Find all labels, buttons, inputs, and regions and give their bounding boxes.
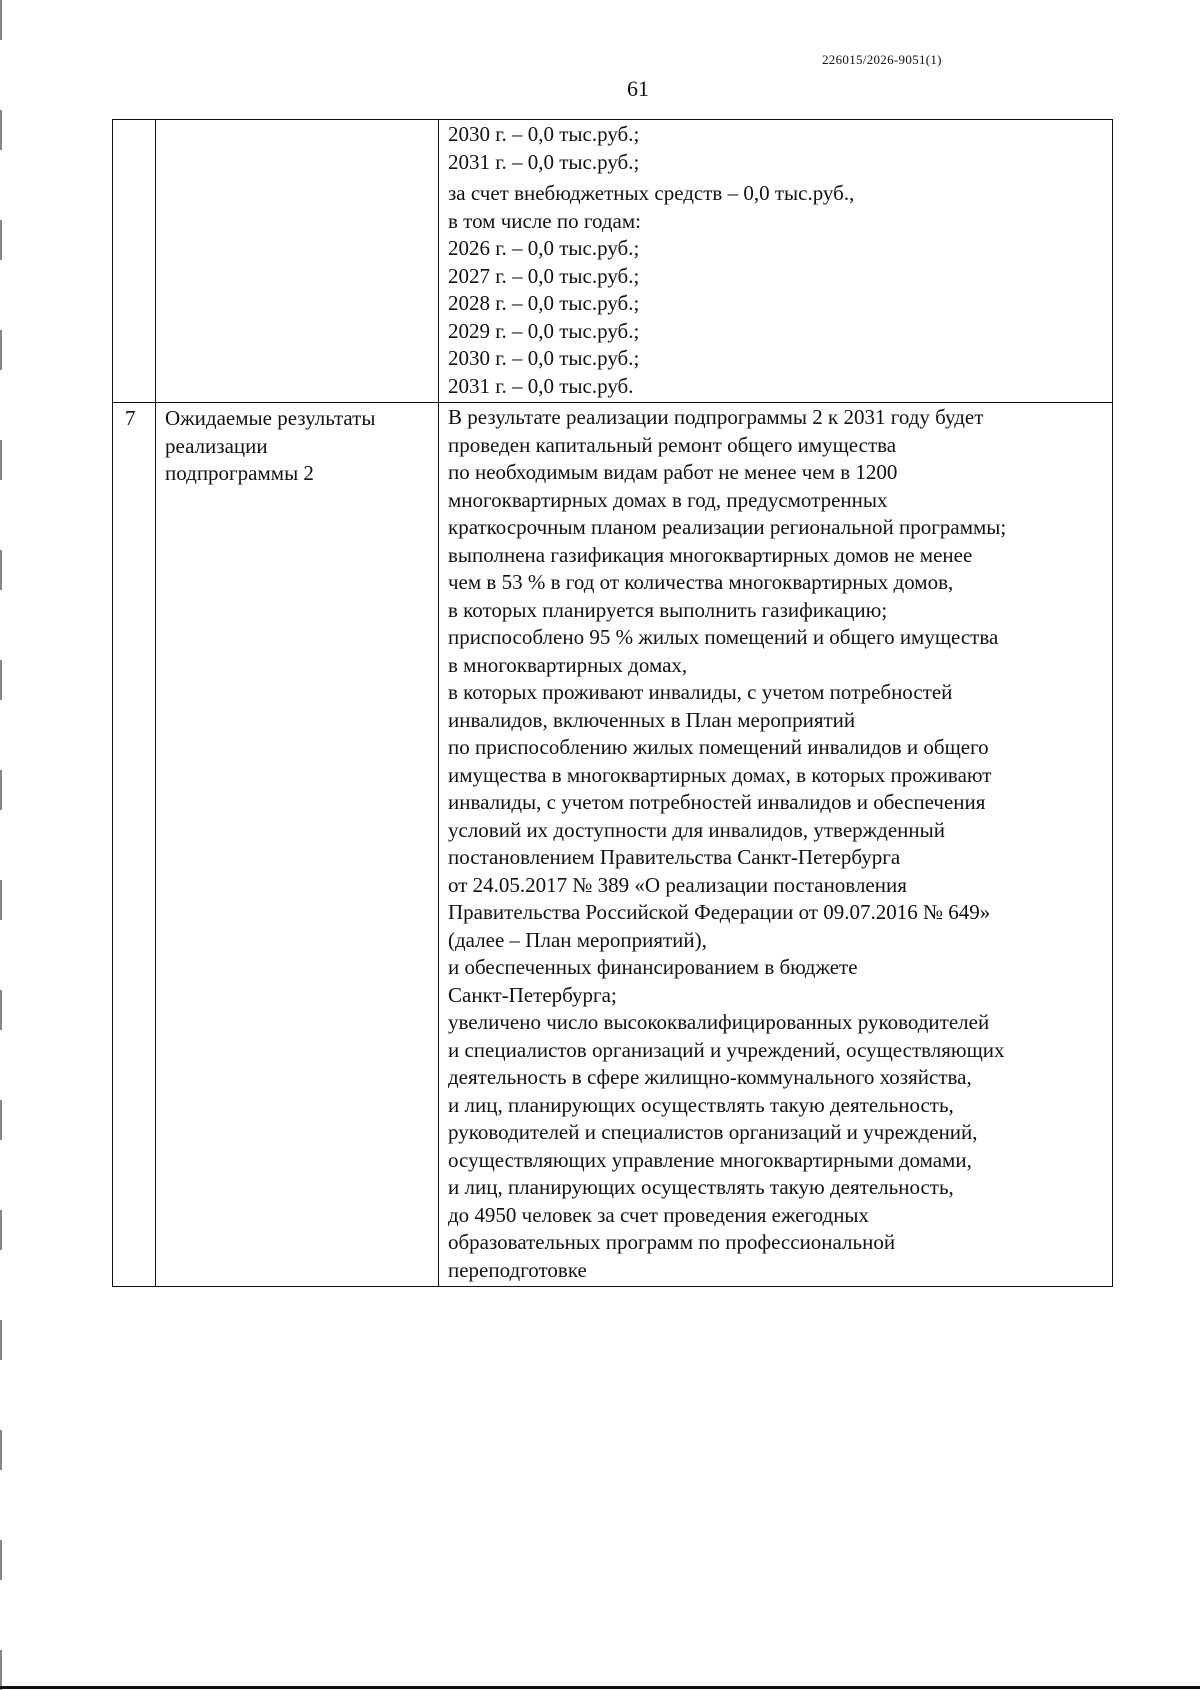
row-continuation-name-cell [156, 120, 439, 402]
result-line: деятельность в сфере жилищно-коммунального хозяйства, [448, 1065, 972, 1089]
funding-line: в том числе по годам: [448, 208, 641, 233]
result-line: условий их доступности для инвалидов, утвержденный [448, 817, 945, 842]
funding-line: 2030 г. – 0,0 тыс.руб.; [448, 122, 640, 146]
document-code: 226015/2026-9051(1) [822, 52, 942, 67]
result-line: чем в 53 % в год от количества многоквартирных домов, [448, 570, 954, 594]
result-line: имущества в многоквартирных домах, в которых проживают [448, 762, 992, 787]
funding-line: за счет внебюджетных средств – 0,0 тыс.руб., [448, 181, 855, 205]
result-line: в многоквартирных домах, [448, 652, 688, 677]
program-table [112, 119, 1113, 1287]
funding-line: 2031 г. – 0,0 тыс.руб. [448, 373, 634, 398]
result-line: Правительства Российской Федерации от 09.07.2016 № 649» [448, 900, 991, 924]
result-line: В результате реализации подпрограммы 2 к 2031 году будет [448, 405, 984, 429]
result-line: образовательных программ по профессиональной [448, 1230, 896, 1254]
result-line: осуществляющих управление многоквартирными домами, [448, 1147, 972, 1172]
result-line: по необходимым видам работ не менее чем в 1200 [448, 460, 898, 484]
result-line: и специалистов организаций и учреждений, осуществляющих [448, 1037, 1005, 1062]
result-line: руководителей и специалистов организаций и учреждений, [448, 1120, 978, 1144]
result-line: до 4950 человек за счет проведения ежегодных [448, 1202, 870, 1227]
result-line: Санкт-Петербурга; [448, 982, 617, 1007]
result-line: увеличено число высококвалифицированных руководителей [448, 1010, 990, 1034]
page-number: 61 [627, 76, 649, 101]
result-line: выполнена газификация многоквартирных домов не менее [448, 542, 973, 567]
result-line: краткосрочным планом реализации региональной программы; [448, 515, 1007, 539]
row-7-name-line: реализации [165, 433, 268, 458]
result-line: переподготовке [448, 1257, 587, 1282]
result-line: и лиц, планирующих осуществлять такую деятельность, [448, 1092, 954, 1117]
funding-line: 2029 г. – 0,0 тыс.руб.; [448, 318, 640, 343]
result-line: проведен капитальный ремонт общего имущества [448, 432, 897, 457]
result-line: инвалидов, включенных в План мероприятий [448, 707, 856, 732]
result-line: от 24.05.2017 № 389 «О реализации постановления [448, 872, 907, 897]
row-continuation-number-cell [113, 120, 156, 402]
row-7-name-cell [156, 403, 439, 1286]
result-line: приспособлено 95 % жилых помещений и общего имущества [448, 625, 999, 649]
row-7-name-line: подпрограммы 2 [165, 461, 314, 485]
funding-line: 2030 г. – 0,0 тыс.руб.; [448, 346, 640, 370]
scan-left-edge [0, 0, 2, 1690]
result-line: инвалиды, с учетом потребностей инвалидов и обеспечения [448, 790, 986, 814]
result-line: и обеспеченных финансированием в бюджете [448, 955, 858, 979]
result-line: в которых проживают инвалиды, с учетом потребностей [448, 680, 953, 704]
row-7-name-line: Ожидаемые результаты [165, 406, 376, 430]
result-line: и лиц, планирующих осуществлять такую деятельность, [448, 1175, 954, 1199]
result-line: (далее – План мероприятий), [448, 927, 707, 952]
funding-line: 2031 г. – 0,0 тыс.руб.; [448, 149, 640, 174]
row-7-value-cell [439, 403, 1112, 1286]
funding-line: 2028 г. – 0,0 тыс.руб.; [448, 291, 640, 315]
funding-line: 2027 г. – 0,0 тыс.руб.; [448, 263, 640, 288]
row-continuation-value-cell [439, 120, 1112, 402]
result-line: по приспособлению жилых помещений инвалидов и общего [448, 735, 989, 759]
result-line: многоквартирных домах в год, предусмотренных [448, 487, 888, 512]
result-line: в которых планируется выполнить газификацию; [448, 597, 888, 622]
scan-bottom-edge [0, 1686, 1200, 1689]
row-7-number-cell: 7 [113, 403, 156, 1286]
result-line: постановлением Правительства Санкт-Петербурга [448, 845, 901, 869]
funding-line: 2026 г. – 0,0 тыс.руб.; [448, 236, 640, 260]
